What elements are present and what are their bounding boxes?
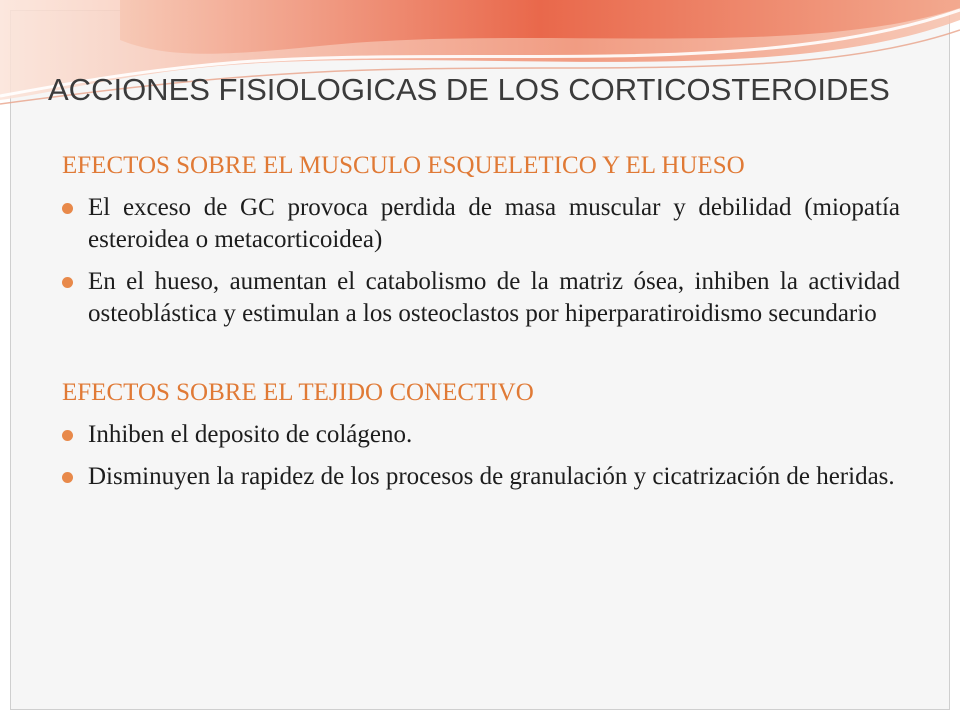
section-heading-connective-tissue: EFECTOS SOBRE EL TEJIDO CONECTIVO	[62, 379, 534, 406]
list-item	[62, 419, 900, 451]
bullet-list-connective-tissue	[62, 419, 900, 493]
bullet-text: Disminuyen la rapidez de los procesos de granulación y cicatrización de heridas.	[88, 463, 895, 490]
list-item	[62, 461, 900, 493]
bullet-text: El exceso de GC provoca perdida de masa muscular y debilidad (miopatía esteroidea o metacorticoidea)	[88, 194, 900, 253]
bullet-list-muscle-bone	[62, 192, 900, 330]
list-item	[62, 266, 900, 330]
bullet-dot-icon	[62, 277, 73, 288]
bullet-dot-icon	[62, 472, 73, 483]
bullet-dot-icon	[62, 203, 73, 214]
slide-content	[62, 150, 900, 503]
bullet-dot-icon	[62, 430, 73, 441]
bullet-text: En el hueso, aumentan el catabolismo de la matriz ósea, inhiben la actividad osteoblástica y estimulan a los osteoclastos por hiperparatiroidismo secundario	[88, 268, 900, 327]
section-heading-muscle-bone: EFECTOS SOBRE EL MUSCULO ESQUELETICO Y EL HUESO	[62, 152, 745, 179]
bullet-text: Inhiben el deposito de colágeno.	[88, 421, 413, 448]
slide-title: ACCIONES FISIOLOGICAS DE LOS CORTICOSTEROIDES	[48, 72, 890, 107]
list-item	[62, 192, 900, 256]
